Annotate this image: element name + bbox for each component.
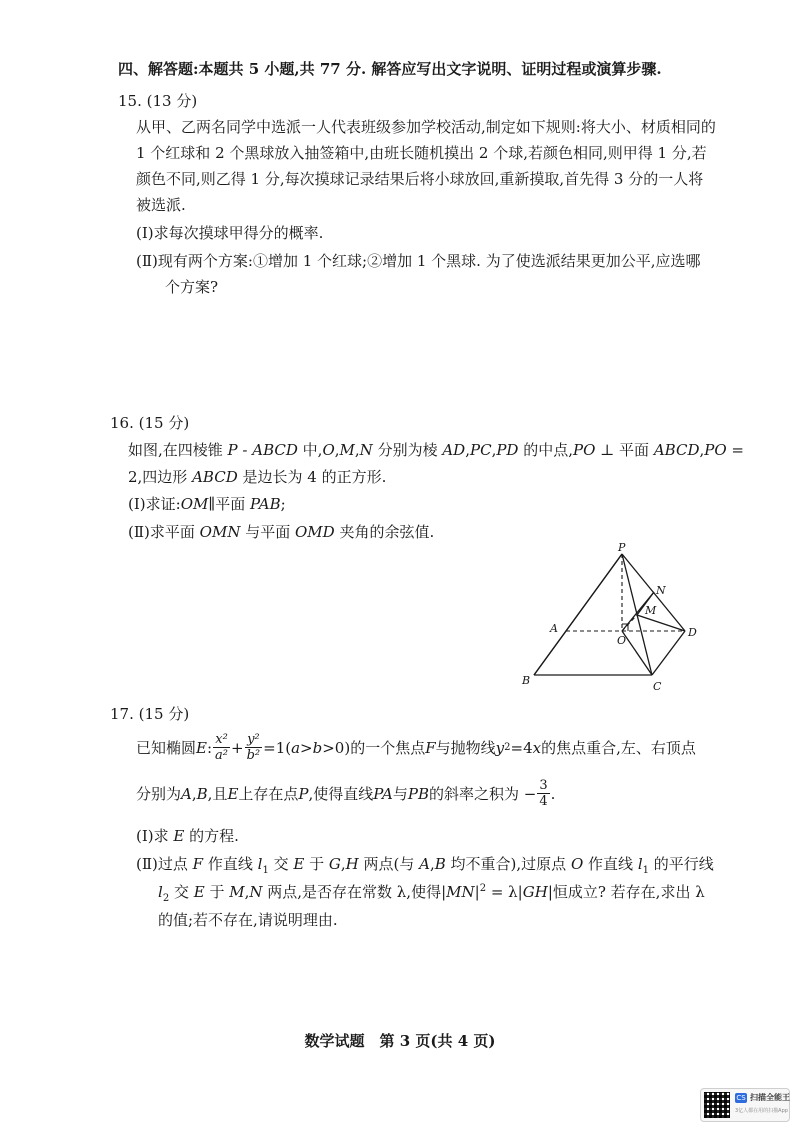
q17-number: 17. (15 分) (110, 705, 190, 723)
q15-part-2-line-2: 个方案? (165, 278, 219, 296)
camscanner-logo-icon: CS (736, 1094, 746, 1102)
q17-part-2-line-1: (Ⅱ)过点 F 作直线 $l_1$ 交 E 于 G,H 两点(与 A,B 均不重合),过原点 O 作直线 $l_1$ 的平行线 (136, 855, 714, 876)
pyramid-figure (510, 540, 710, 695)
q15-line-2: 1 个红球和 2 个黑球放入抽签箱中,由班长随机摸出 2 个球,若颜色相同,则甲得 1 分,若 (136, 144, 707, 162)
scanner-badge (700, 1088, 790, 1122)
badge-tagline: 3亿人都在用的扫描App (735, 1108, 788, 1114)
q15-part-1: (Ⅰ)求每次摸球甲得分的概率. (136, 224, 324, 242)
label-D: D (688, 626, 697, 639)
q16-part-1: (Ⅰ)求证:OM∥平面 PAB; (128, 495, 286, 513)
label-N: N (656, 584, 666, 597)
q15-part-2-line-1: (Ⅱ)现有两个方案:①增加 1 个红球;②增加 1 个黑球. 为了使选派结果更加公平,应选哪 (136, 252, 701, 270)
label-M: M (645, 604, 657, 617)
q15-line-3: 颜色不同,则乙得 1 分,每次摸球记录结果后将小球放回,重新摸取,首先得 3 分的一人将 (136, 170, 704, 188)
q16-part-2: (Ⅱ)求平面 OMN 与平面 OMD 夹角的余弦值. (128, 523, 435, 541)
q15-number: 15. (13 分) (118, 92, 198, 110)
q17-part-1: (Ⅰ)求 E 的方程. (136, 827, 239, 845)
label-P: P (618, 541, 626, 554)
q17-line-1: 已知椭圆 E : $\frac{\text{x²}}{\text{a²}}$ + $\frac{\text{y²}}{\text{b²}}$ =1( a > b >0)的一个焦点 F 与抛物线 y 2 =4 x 的焦点重合,左、右顶点 (136, 732, 696, 763)
fraction-x2-a2: $\frac{\text{x²}}{\text{a²}}$ (215, 732, 228, 763)
q17-part-2-line-3: 的值;若不存在,请说明理由. (158, 911, 338, 929)
label-O: O (617, 634, 627, 647)
q16-number: 16. (15 分) (110, 414, 190, 432)
label-B: B (522, 674, 531, 687)
q15-line-4: 被选派. (136, 196, 186, 214)
q17-line-2: 分别为 A , B ,且 E 上存在点 P ,使得直线 PA 与 PB 的斜率之积为 − $\frac{3}{4}$ . (136, 778, 556, 809)
label-C: C (653, 680, 662, 693)
page-footer: 数学试题 第 3 页(共 4 页) (304, 1032, 496, 1050)
fraction-y2-b2: $\frac{\text{y²}}{\text{b²}}$ (246, 732, 261, 763)
q16-line-2: 2,四边形 ABCD 是边长为 4 的正方形. (128, 468, 387, 486)
label-A: A (550, 622, 558, 635)
q15-line-1: 从甲、乙两名同学中选派一人代表班级参加学校活动,制定如下规则:将大小、材质相同的 (136, 118, 716, 136)
q17-part-2-line-2: $l_2$ 交 E 于 M,N 两点,是否存在常数 λ,使得$|MN|^2 = \lambda|GH|$恒成立? 若存在,求出 λ (158, 883, 705, 904)
edge-CD (652, 631, 685, 675)
qr-code-icon (704, 1092, 730, 1118)
edge-OC (622, 631, 652, 675)
fraction-3-4: $\frac{3}{4}$ (539, 778, 548, 809)
section-title: 四、解答题:本题共 5 小题,共 77 分. 解答应写出文字说明、证明过程或演算步骤. (118, 60, 662, 78)
q16-line-1: 如图,在四棱锥 P - ABCD 中,O,M,N 分别为棱 AD,PC,PD 的中点,PO ⊥ 平面 ABCD,PO = (128, 441, 744, 459)
badge-app-name: 扫描全能王 (750, 1093, 790, 1102)
edge-OM-hidden (622, 615, 637, 631)
edge-AB (534, 631, 566, 675)
